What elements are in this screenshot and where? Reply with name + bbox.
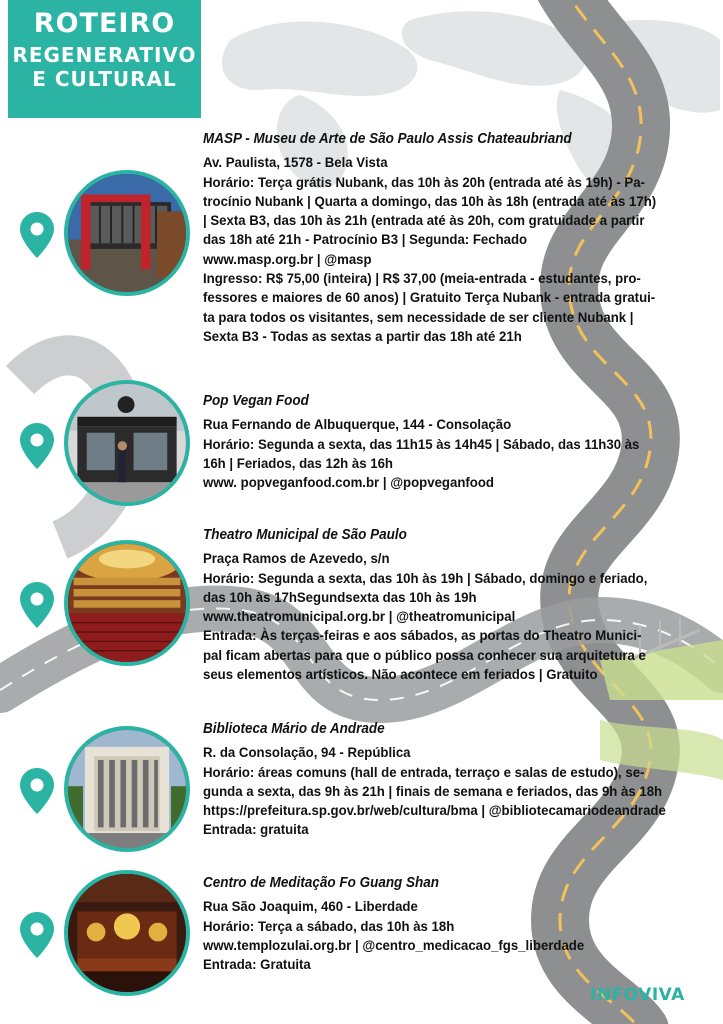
- location-pin-icon: [20, 423, 54, 469]
- info-line: gunda a sexta, das 9h às 21h | finais de semana e feriados, das 9h às 18h: [203, 783, 663, 800]
- title-line-2: REGENERATIVO: [12, 43, 197, 67]
- masp-building-photo: [64, 170, 190, 296]
- pop-vegan-info: [203, 392, 677, 493]
- location-pin-icon: [20, 212, 54, 258]
- masp-info: [203, 130, 677, 347]
- info-line: Horário: Segunda a sexta, das 10h às 19h | Sábado, domingo e feriado,: [203, 570, 648, 587]
- location-pin-icon: [20, 582, 54, 628]
- info-line: www.theatromunicipal.org.br | @theatromunicipal: [203, 609, 516, 626]
- location-pin-icon: [20, 768, 54, 814]
- title-line-3: E CULTURAL: [32, 67, 177, 91]
- venue-name: MASP - Museu de Arte de São Paulo Assis Chateaubriand: [203, 131, 572, 147]
- infoviva-logo: INFOVIVA: [590, 985, 685, 1005]
- info-line: Rua Fernando de Albuquerque, 144 - Consolação: [203, 417, 512, 434]
- info-line: ta para todos os visitantes, sem necessidade de ser cliente Nubank |: [203, 309, 634, 326]
- info-line: Entrada: Às terças-feiras e aos sábados, as portas do Theatro Munici-: [203, 628, 642, 645]
- header-title-box: [8, 0, 201, 118]
- venue-name: Theatro Municipal de São Paulo: [203, 527, 407, 543]
- info-line: https://prefeitura.sp.gov.br/web/cultura/bma | @bibliotecamariodeandrade: [203, 803, 666, 820]
- info-line: trocínio Nubank | Quarta a domingo, das 10h às 18h (entrada até às 17h): [203, 193, 657, 210]
- theatro-info: [203, 526, 677, 685]
- venue-name: Centro de Meditação Fo Guang Shan: [203, 875, 440, 891]
- info-line: Horário: áreas comuns (hall de entrada, terraço e salas de estudo), se-: [203, 764, 645, 781]
- info-line: Horário: Segunda a sexta, das 11h15 às 14h45 | Sábado, das 11h30 às: [203, 436, 640, 453]
- info-line: R. da Consolação, 94 - República: [203, 745, 411, 762]
- info-line: www. popveganfood.com.br | @popveganfood: [203, 475, 494, 492]
- info-line: 16h | Feriados, das 12h às 16h: [203, 455, 393, 472]
- title-line-1: ROTEIRO: [33, 8, 176, 39]
- info-line: Sexta B3 - Todas as sextas a partir das 18h até 21h: [203, 328, 522, 345]
- venue-name: Biblioteca Mário de Andrade: [203, 721, 385, 737]
- info-line: fessores e maiores de 60 anos) | Gratuito Terça Nubank - entrada gratui-: [203, 290, 656, 307]
- info-line: das 18h até 21h - Patrocínio B3 | Segunda: Fechado: [203, 232, 528, 249]
- info-line: www.templozulai.org.br | @centro_medicacao_fgs_liberdade: [203, 937, 585, 954]
- restaurant-storefront-photo: [64, 380, 190, 506]
- info-line: Rua São Joaquim, 460 - Liberdade: [203, 899, 418, 916]
- temple-altar-photo: [64, 870, 190, 996]
- info-line: Ingresso: R$ 75,00 (inteira) | R$ 37,00 (meia-entrada - estudantes, pro-: [203, 271, 641, 288]
- info-line: das 10h às 17hSegundsexta das 10h às 19h: [203, 589, 477, 606]
- info-line: Entrada: gratuita: [203, 822, 309, 839]
- info-line: seus elementos artísticos. Não acontece em feriados | Gratuito: [203, 667, 598, 684]
- info-line: Av. Paulista, 1578 - Bela Vista: [203, 155, 388, 172]
- theatre-interior-photo: [64, 540, 190, 666]
- location-pin-icon: [20, 912, 54, 958]
- biblioteca-info: [203, 720, 677, 841]
- info-line: | Sexta B3, das 10h às 21h (entrada até às 20h, com gratuidade a partir: [203, 213, 645, 230]
- info-line: Praça Ramos de Azevedo, s/n: [203, 551, 390, 568]
- info-line: Horário: Terça a sábado, das 10h às 18h: [203, 918, 455, 935]
- fo-guang-shan-info: [203, 874, 677, 975]
- info-line: Entrada: Gratuita: [203, 957, 311, 974]
- info-line: Horário: Terça grátis Nubank, das 10h às 20h (entrada até às 19h) - Pa-: [203, 174, 645, 191]
- info-line: pal ficam abertas para que o público possa conhecer sua arquitetura e: [203, 647, 646, 664]
- library-facade-photo: [64, 726, 190, 852]
- info-line: www.masp.org.br | @masp: [203, 251, 372, 268]
- venue-name: Pop Vegan Food: [203, 393, 309, 409]
